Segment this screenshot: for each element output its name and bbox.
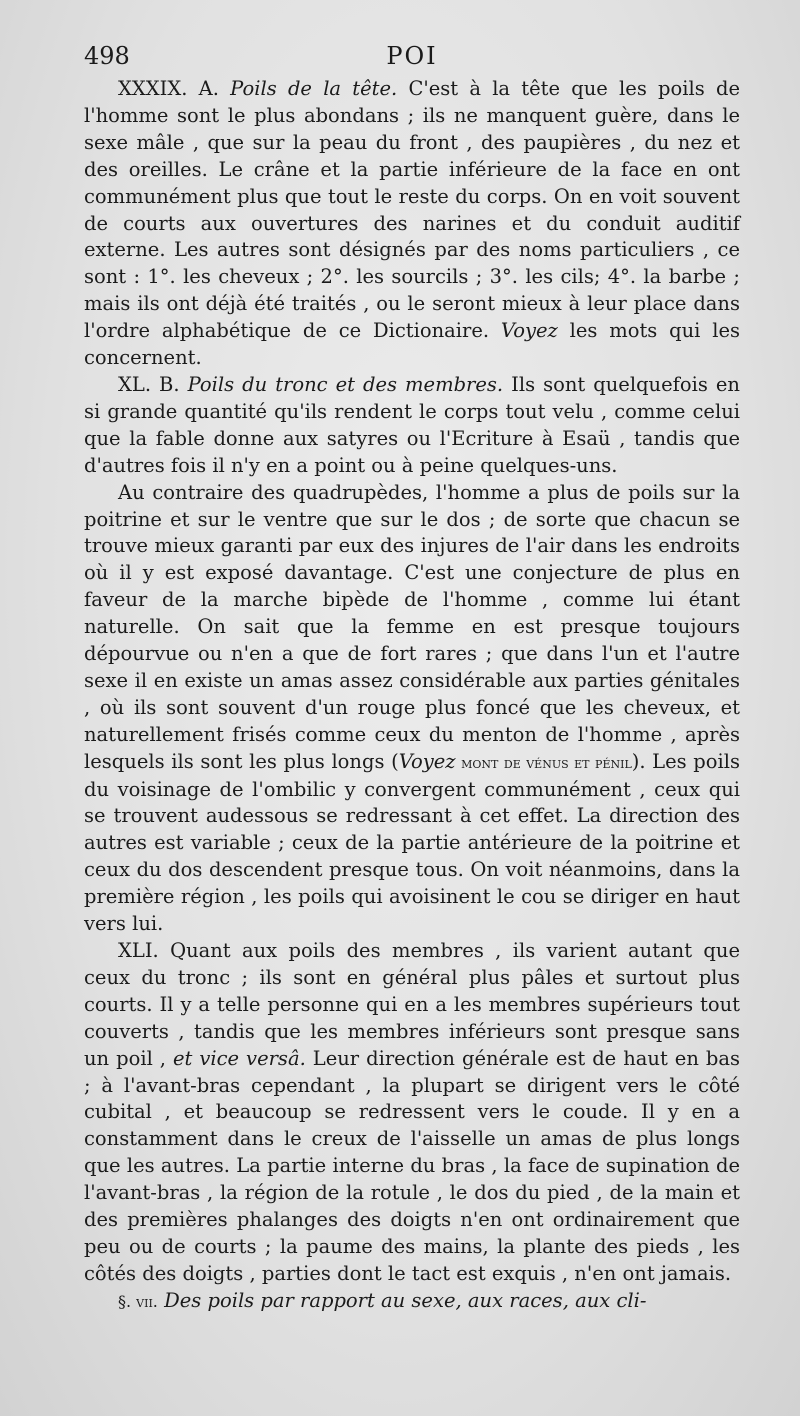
paragraph-xli: [84, 938, 740, 1288]
paragraph-text: C'est à la tête que les poils de l'homme sont le plus abondans ; ils ne manquent guère, dans le sexe mâle , que sur la peau du front , des paupières , du nez et des oreilles. Le crâne et la partie inférieure de la face en ont communément plus que tout le reste du corps. On en voit souvent de courts aux ouvertures des narines et du conduit auditif externe. Les autres sont désignés par des noms particuliers , ce sont : 1°. les cheveux ; 2°. les sourcils ; 3°. les cils; 4°. la barbe ; mais ils ont déjà été traités , ou le seront mieux à leur place dans l'ordre alphabétique de ce Dictionaire.: [84, 77, 741, 343]
running-head: POI: [386, 42, 438, 70]
paragraph-xxxix: [84, 76, 740, 372]
paragraph-text: Au contraire des quadrupèdes, l'homme a plus de poils sur la poitrine et sur le ventre que sur le dos ; de sorte que chacun se trouve mieux garanti par eux des injures de l'air dans les endroits où il y est exposé davantage. C'est une conjecture de plus en faveur de la marche bipède de l'homme , comme lui étant naturelle. On sait que la femme en est presque toujours dépourvue ou n'en a que de fort rares ; que dans l'un et l'autre sexe il en existe un amas assez considérable aux parties génitales , où ils sont souvent d'un rouge plus foncé que les cheveux, et naturellement frisés comme ceux du menton de l'homme , après lesquels ils sont les plus longs (: [84, 480, 740, 773]
paragraph-text: Quant aux poils des membres , ils varient autant que ceux du tronc ; ils sont en général plus pâles et surtout plus courts. Il y a telle personne qui en a les membres supérieurs tout couverts , tandis que les membres inférieurs sont presque sans un poil ,: [84, 939, 740, 1070]
paragraph-section-vii: [84, 1288, 740, 1316]
body-text: [84, 76, 740, 1316]
paragraph-xl: [84, 372, 740, 480]
section-title: Poils de la tête.: [230, 77, 398, 100]
section-label: §. vii.: [118, 1291, 158, 1311]
paragraph-body: [84, 480, 740, 938]
cross-reference: Voyez: [500, 319, 558, 343]
section-title: Poils du tronc et des membres.: [187, 372, 504, 396]
paragraph-text: Leur direction générale est de haut en bas ; à l'avant-bras cependant , la plupart se dirigent vers le côté cubital , et beaucoup se redressent vers le coude. Il y en a constamment dans le creux de l'aisselle un amas de plus longs que les autres. La partie interne du bras , la face de supination de l'avant-bras , la région de la rotule , le dos du pied , de la main et des premières phalanges des doigts n'en ont ordinairement que peu ou de courts ; la paume des mains, la plante des pieds , les côtés des doigts , parties dont le tact est exquis , n'en ont jamais.: [84, 1046, 740, 1285]
paragraph-text: ). Les poils du voisinage de l'ombilic y convergent communément , ceux qui se trouvent audessous se redressant à cet effet. La direction des autres est variable ; ceux de la partie antérieure de la poitrine et ceux du dos descendent presque tous. On voit néanmoins, dans la première région , les poils qui avoisinent le cou se diriger en haut vers lui.: [84, 749, 741, 936]
page-number: 498: [84, 42, 130, 70]
paragraph-text: Ils sont quelquefois en si grande quantité qu'ils rendent le corps tout velu , comme celui que la fable donne aux satyres ou l'Ecriture à Esaü , tandis que d'autres fois il n'y en a point ou à peine quelques-uns.: [84, 372, 740, 477]
section-title: Des poils par rapport au sexe, aux races, aux cli-: [164, 1288, 647, 1312]
cross-reference-target: mont de vénus et pénil: [455, 752, 632, 772]
latin-phrase: et vice versâ.: [172, 1046, 306, 1070]
section-label: XL. B.: [118, 372, 180, 396]
section-label: XXXIX. A.: [118, 77, 219, 100]
cross-reference: Voyez: [398, 749, 456, 773]
paragraph-text: les mots qui les concernent.: [84, 319, 740, 370]
page-header: [84, 42, 740, 74]
section-label: XLI.: [118, 939, 159, 962]
